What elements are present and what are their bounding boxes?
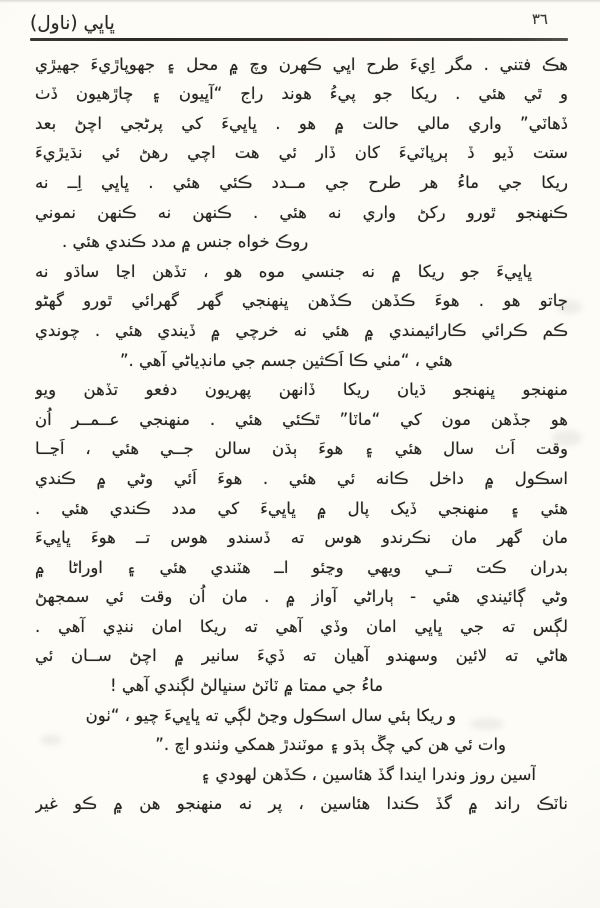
text-line: و ٿي هئي . ريکا جو پيءُ هوند راج “آڀيون ۽ چاڙهيون ڏٺ [35,84,568,104]
text-line: وقت اَٺ سال هئي ۽ هوءَ ٻڌن سالن جــي هئي ، اَڃــا [35,439,568,459]
text-line: هڪ فتني . مگر اِيءَ طرح اڀي ڪهرن وچ ۾ محل ۽ جهوپاڙيءَ جهيڙي [35,54,568,74]
text-line: ناٽڪ راند ۾ گڏ ڪندا هئاسين ، پر نه منهنجو هن ۾ ڪو غير [35,794,568,814]
text-line: ريکا جي ماءُ هر طرح جي مــدد ڪئي هئي . ڀاڀي اِــ نه [35,172,568,192]
paragraph [35,375,568,701]
text-line: هئي ، “مٺي ڪا اَڪثين جسم جي مانڊياڻي آهي .” [120,350,453,370]
paragraph [35,701,568,760]
page-number: ٣٦ [531,10,548,28]
text-line: اسڪول ۾ داخل ڪانه ئي هئي . هوءَ اَئي وڻي ۾ ڪندي [35,468,568,488]
text-line: بدران ڪت تــي ويهي وڃئو اــ هٽندي هئي ۽ اوراڻا ۾ [35,557,568,577]
text-line: وات ئي هن کي چڱ ٻڌو ۽ موٽندڙ همکي وٺندو اچ .” [155,735,506,755]
text-line: وڻي ڳائيندي هئي - ٻاراڻي آواز ۾ . مان اُن وقت ئي سمجهڻ [35,587,568,607]
text-line: هئي ۽ منهنجي ڏيک پال ۾ ڀاڀيءَ کي مدد ڪندي هئي . [35,498,568,518]
header-rule [30,38,568,41]
text-line: ڏهاٽي” واري مالي حالت ۾ هو . ڀاڀيءَ کي پرڻجي اچڻ بعد [35,113,568,133]
text-line: ڪم ڪرائي ڪارائيمندي ۾ هئي نه خرچي ۾ ڏيندي هئي . چوندي [35,320,568,340]
page-header [0,0,600,34]
text-line: ڀاڀيءَ جو ريکا ۾ نه جنسي موه هو ، تڏهن اڃا ساڌو نه [35,261,532,281]
text-line: هو جڏهن مون کي “ماٽا” ٿڪئي هئي . منهنجي عــمــر اُن [35,409,568,429]
text-line: منهنجو ڀنهنجو ڌيان ريکا ڏانهن پهريون دفعو تڏهن ويو [35,380,568,400]
text-line: مان گهر مان نڪرندو هوس ته ڏسندو هوس تــ هوءَ ڀاڀيءَ [35,528,568,548]
text-line: لڳس ته جي ڀاڀي امان وڏي آهي ته ريکا امان ننڍي آهي . [35,616,568,636]
paragraph [35,760,568,819]
text-line: و ريکا ٻئي سال اسڪول وڃڻ لڳي ته ڀاڀيءَ چيو ، “ٺون [85,705,456,725]
paragraph [35,257,568,375]
text-line: ستت ڏيو ڏ ٻرپاٽيءَ کان ڏار ئي هت اچي رهڻ ئي نڌيڙيءَ [35,143,568,163]
text-line: هاڻي ته لائين وسهندو آهيان ته ڏيءَ سانير ۾ اچڻ ســان ئي [35,646,568,666]
text-line: ماءُ جي ممتا ۾ ٽاٽڻ سنڀالڻ لڳندي آهي ! [110,676,384,696]
paragraph [35,50,568,257]
text-line: ڪنهنجو ٿورو رکڻ واري نه هئي . ڪنهن نه ڪنهن نموني [35,202,568,222]
text-column [35,50,568,819]
text-line: ڄاتو هو . هوءَ ڪڏهن ڪڏهن ڀنهنجي گهر گهرائي ٿورو گهڻو [35,291,568,311]
text-line: روڪ خواه جنس ۾ مدد ڪندي هئي . [62,232,309,252]
running-title: ڀاڀي (ناول) [30,13,115,34]
text-line: آسين روز وندرا ايندا گڏ هئاسين ، ڪڏهن لهودي ۽ [200,764,536,784]
